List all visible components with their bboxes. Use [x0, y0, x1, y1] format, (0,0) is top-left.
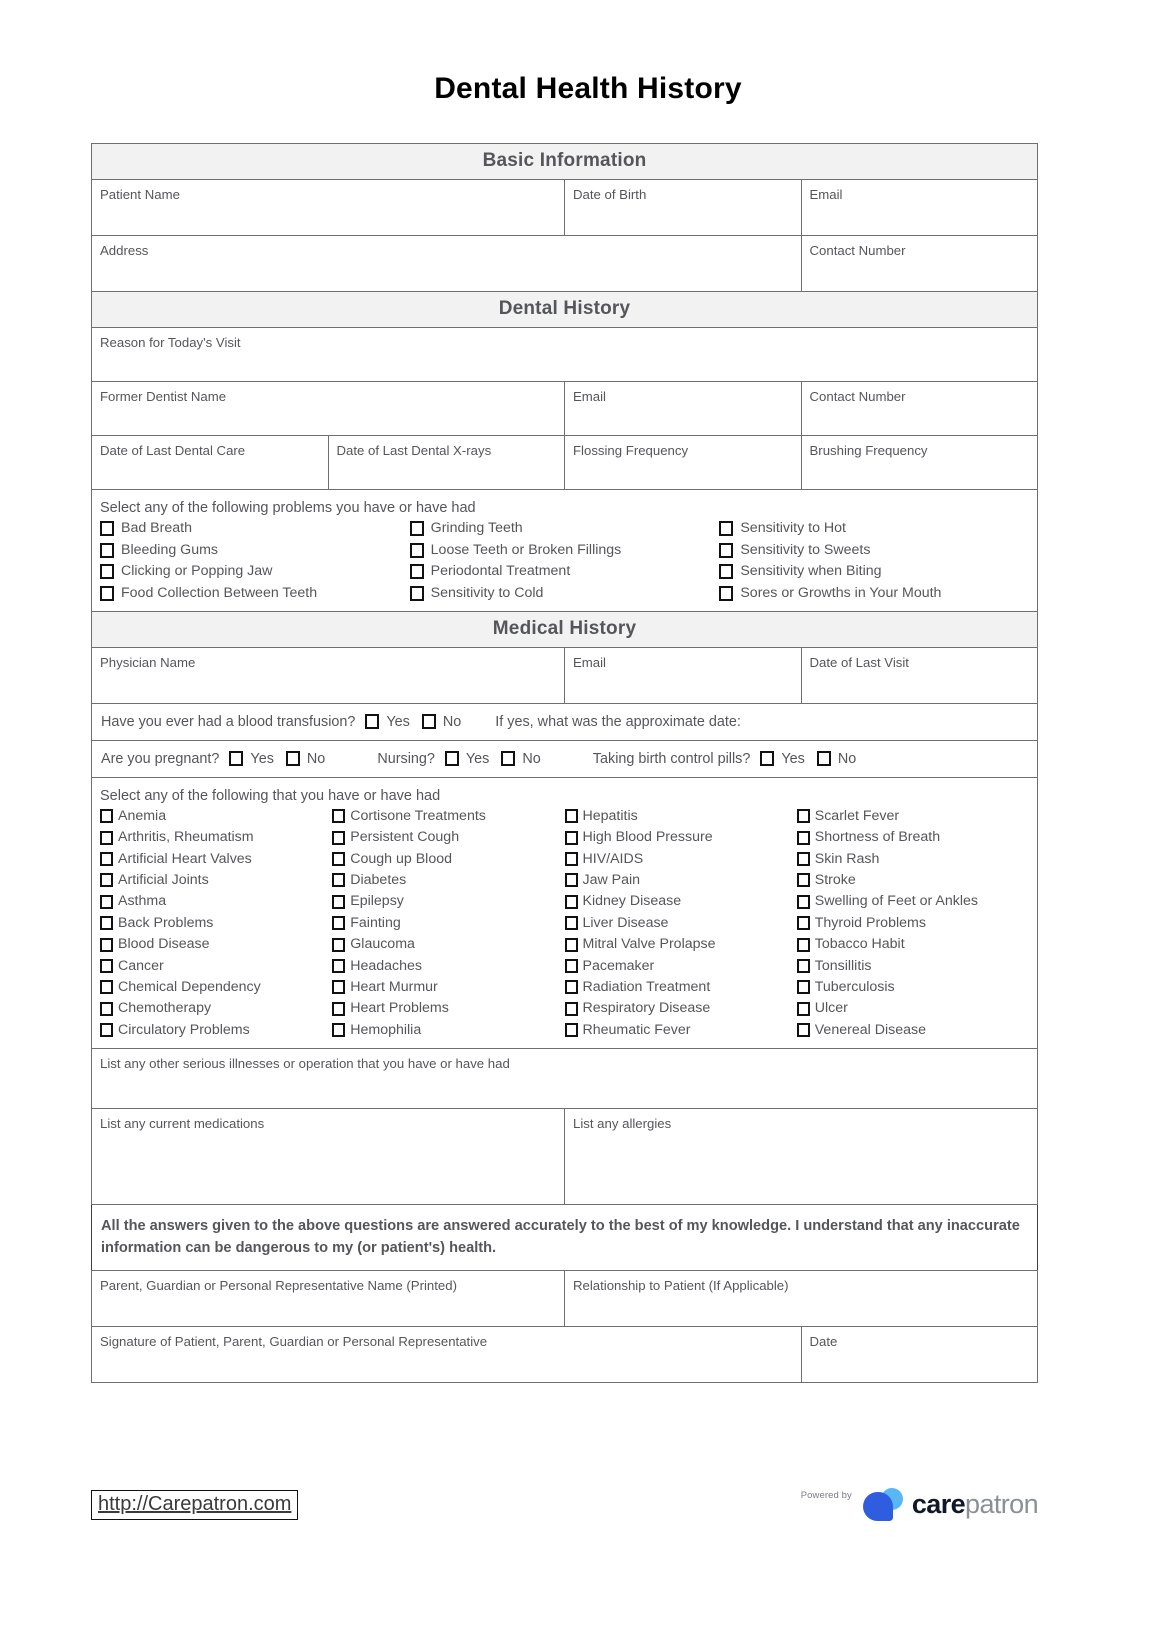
checkbox-label: Radiation Treatment: [582, 979, 711, 995]
dental-problems-cell: [92, 490, 1038, 612]
checkbox-icon[interactable]: [332, 831, 345, 845]
checkbox-option[interactable]: [797, 873, 1029, 888]
checkbox-icon[interactable]: [332, 959, 345, 973]
checkbox-label: Chemotherapy: [118, 1000, 212, 1017]
field-label: Date of Last Dental X-rays: [336, 443, 492, 458]
birth-control-no-option[interactable]: [817, 750, 856, 768]
checkbox-label: Heart Problems: [350, 1000, 449, 1017]
checkbox-option[interactable]: [100, 1001, 332, 1016]
checkbox-label: Bleeding Gums: [121, 541, 218, 558]
checkbox-option[interactable]: [100, 937, 332, 952]
checkbox-label: Cortisone Treatments: [350, 807, 486, 824]
nursing-label: Nursing?: [377, 750, 435, 767]
option-label: Yes: [250, 750, 274, 767]
checkbox-option[interactable]: [100, 543, 410, 558]
checkbox-label: Chemical Dependency: [118, 979, 261, 995]
checkbox-label: Clicking or Popping Jaw: [121, 563, 273, 580]
checkbox-option[interactable]: [797, 1023, 1029, 1038]
option-label: Yes: [465, 750, 490, 767]
checkbox-icon[interactable]: [332, 1002, 345, 1016]
checkbox-icon[interactable]: [565, 1023, 578, 1037]
checkbox-option[interactable]: [100, 959, 332, 974]
checkbox-label: HIV/AIDS: [582, 850, 644, 867]
blood-transfusion-followup: If yes, what was the approximate date:: [495, 713, 741, 730]
checkbox-icon[interactable]: [410, 521, 424, 536]
section-heading-medical: Medical History: [92, 611, 1038, 647]
checkbox-label: Heart Murmur: [350, 979, 438, 995]
checkbox-option[interactable]: [100, 564, 410, 579]
checkbox-icon[interactable]: [100, 831, 113, 845]
checkbox-option[interactable]: [332, 980, 564, 995]
checkbox-option[interactable]: [565, 894, 797, 909]
checkbox-icon[interactable]: [565, 959, 578, 973]
blood-transfusion-row: [92, 703, 1038, 740]
checkbox-label: Pacemaker: [582, 957, 655, 974]
checkbox-icon[interactable]: [797, 959, 810, 973]
checkbox-icon[interactable]: [332, 895, 345, 909]
checkbox-icon[interactable]: [565, 916, 578, 930]
checkbox-option[interactable]: [410, 521, 720, 536]
pregnancy-question-row: [92, 741, 1037, 777]
checkbox-label: Scarlet Fever: [814, 807, 900, 824]
field-label: Contact Number: [809, 243, 906, 258]
section-heading-basic: Basic Information: [92, 144, 1038, 180]
checkbox-option[interactable]: [565, 959, 797, 974]
checkbox-option[interactable]: [719, 564, 1029, 579]
checkbox-column: [100, 809, 332, 1040]
pregnant-yes-option[interactable]: [229, 750, 273, 768]
checkbox-option[interactable]: [565, 1001, 797, 1016]
checkbox-icon[interactable]: [760, 751, 774, 766]
checkbox-option[interactable]: [100, 521, 410, 536]
table-row: [92, 1270, 1038, 1326]
field-contact-number[interactable]: [801, 236, 1038, 292]
blood-transfusion-yes-option[interactable]: [365, 713, 409, 731]
checkbox-icon[interactable]: [100, 852, 113, 866]
checkbox-icon[interactable]: [797, 1023, 810, 1037]
field-former-dentist-email[interactable]: [565, 382, 802, 436]
declaration-text: All the answers given to the above questions are answered accurately to the best of my knowledge. I understand that any inaccurate information can be dangerous to my (or patient's) health.: [101, 1217, 1020, 1257]
field-label: Brushing Frequency: [809, 443, 928, 458]
table-row: [92, 1108, 1038, 1204]
field-label: Email: [573, 389, 606, 404]
section-header-row: [92, 144, 1038, 180]
option-label: Yes: [781, 750, 805, 767]
checkbox-label: Tobacco Habit: [814, 936, 905, 953]
checkbox-option[interactable]: [332, 809, 564, 824]
field-label: Parent, Guardian or Personal Representative Name (Printed): [100, 1277, 457, 1293]
field-allergies[interactable]: [565, 1108, 1038, 1204]
checkbox-icon[interactable]: [100, 564, 114, 579]
checkbox-icon[interactable]: [365, 714, 379, 729]
option-label: No: [442, 713, 462, 730]
option-label: No: [522, 750, 541, 767]
checkbox-option[interactable]: [332, 1001, 564, 1016]
checkbox-label: Cancer: [118, 957, 164, 974]
logo-shape-dark: [863, 1492, 893, 1521]
field-label: Flossing Frequency: [573, 443, 689, 458]
checkbox-icon[interactable]: [100, 873, 113, 887]
checkbox-label: Fainting: [350, 914, 401, 931]
table-row: [92, 328, 1038, 382]
field-label: Address: [100, 243, 149, 258]
checkbox-icon[interactable]: [332, 980, 345, 994]
medical-conditions-intro: Select any of the following that you have or have had: [100, 787, 441, 804]
checkbox-icon[interactable]: [332, 852, 345, 866]
field-label: List any other serious illnesses or operation that you have or have had: [100, 1055, 510, 1071]
checkbox-label: Circulatory Problems: [118, 1021, 250, 1038]
checkbox-label: Asthma: [118, 893, 167, 910]
checkbox-option[interactable]: [332, 916, 564, 931]
checkbox-label: Epilepsy: [350, 893, 404, 910]
checkbox-label: Sensitivity to Cold: [430, 584, 544, 601]
checkbox-icon[interactable]: [286, 751, 300, 766]
field-other-illnesses[interactable]: [92, 1048, 1038, 1108]
blood-transfusion-label: Have you ever had a blood transfusion?: [101, 713, 356, 730]
pregnancy-row: [92, 740, 1038, 777]
checkbox-option[interactable]: [797, 959, 1029, 974]
checkbox-option[interactable]: [332, 1023, 564, 1038]
medical-conditions-grid: [92, 809, 1037, 1048]
dental-problems-grid: [92, 521, 1037, 611]
checkbox-label: Stroke: [814, 871, 856, 888]
table-row: [92, 490, 1038, 612]
table-row: [92, 180, 1038, 236]
field-physician-name[interactable]: [92, 647, 565, 703]
table-row: [92, 1204, 1038, 1270]
checkbox-option[interactable]: [410, 586, 720, 601]
basic-information-table: [91, 143, 1038, 1383]
field-former-dentist-contact[interactable]: [801, 382, 1038, 436]
checkbox-icon[interactable]: [817, 751, 831, 766]
checkbox-column: [719, 521, 1029, 603]
checkbox-option[interactable]: [332, 852, 564, 867]
checkbox-icon[interactable]: [410, 564, 424, 579]
field-label: Patient Name: [100, 187, 180, 202]
table-row: [92, 382, 1038, 436]
checkbox-icon[interactable]: [719, 586, 733, 601]
checkbox-option[interactable]: [332, 830, 564, 845]
table-row: [92, 1326, 1038, 1382]
checkbox-option[interactable]: [565, 937, 797, 952]
wordmark-light: patron: [965, 1489, 1038, 1519]
field-label: Date of Birth: [573, 187, 647, 202]
checkbox-icon[interactable]: [565, 809, 578, 823]
birth-control-label: Taking birth control pills?: [592, 750, 751, 767]
carepatron-url-link[interactable]: http://Carepatron.com: [91, 1490, 298, 1520]
checkbox-label: Artificial Joints: [118, 871, 209, 888]
checkbox-option[interactable]: [719, 586, 1029, 601]
medical-conditions-cell: [92, 777, 1038, 1048]
checkbox-label: Persistent Cough: [350, 829, 460, 846]
checkbox-label: Ulcer: [814, 1000, 848, 1017]
powered-by-label: Powered by: [800, 1490, 852, 1501]
checkbox-option[interactable]: [100, 586, 410, 601]
table-row: [92, 1048, 1038, 1108]
field-signature[interactable]: [92, 1326, 802, 1382]
checkbox-icon[interactable]: [565, 938, 578, 952]
checkbox-option[interactable]: [797, 852, 1029, 867]
nursing-no-option[interactable]: [501, 750, 540, 768]
checkbox-option[interactable]: [332, 959, 564, 974]
checkbox-icon[interactable]: [100, 543, 114, 558]
field-address[interactable]: [92, 236, 802, 292]
checkbox-label: Headaches: [350, 957, 423, 974]
checkbox-option[interactable]: [100, 852, 332, 867]
checkbox-icon[interactable]: [797, 852, 810, 866]
checkbox-option[interactable]: [797, 980, 1029, 995]
pregnant-no-option[interactable]: [286, 750, 325, 768]
checkbox-option[interactable]: [797, 1001, 1029, 1016]
field-label: List any current medications: [100, 1115, 265, 1131]
checkbox-icon[interactable]: [565, 873, 578, 887]
field-patient-name[interactable]: [92, 180, 565, 236]
checkbox-icon[interactable]: [719, 543, 733, 558]
checkbox-label: Sores or Growths in Your Mouth: [740, 584, 942, 601]
checkbox-label: Glaucoma: [350, 936, 415, 953]
checkbox-label: Hemophilia: [350, 1021, 422, 1038]
field-label: List any allergies: [573, 1115, 672, 1131]
field-label: Relationship to Patient (If Applicable): [573, 1277, 789, 1293]
table-row: [92, 236, 1038, 292]
checkbox-icon[interactable]: [332, 916, 345, 930]
checkbox-icon[interactable]: [797, 916, 810, 930]
field-label: Date: [809, 1333, 838, 1349]
checkbox-option[interactable]: [797, 937, 1029, 952]
checkbox-icon[interactable]: [332, 1023, 345, 1037]
blood-transfusion-question-row: [92, 704, 1037, 740]
field-email[interactable]: [801, 180, 1038, 236]
table-row: [92, 703, 1038, 740]
checkbox-label: Hepatitis: [582, 807, 638, 824]
form-body: [91, 143, 1038, 1383]
field-reason-for-visit[interactable]: [92, 328, 1038, 382]
field-label: Reason for Today's Visit: [100, 335, 241, 350]
section-heading-dental: Dental History: [92, 292, 1038, 328]
checkbox-icon[interactable]: [797, 873, 810, 887]
checkbox-option[interactable]: [410, 564, 720, 579]
checkbox-label: Arthritis, Rheumatism: [118, 829, 254, 846]
checkbox-option[interactable]: [410, 543, 720, 558]
checkbox-option[interactable]: [719, 543, 1029, 558]
checkbox-option[interactable]: [797, 809, 1029, 824]
checkbox-icon[interactable]: [797, 831, 810, 845]
checkbox-label: High Blood Pressure: [582, 829, 713, 846]
checkbox-icon[interactable]: [501, 751, 515, 766]
checkbox-icon[interactable]: [100, 1002, 113, 1016]
option-label: Yes: [386, 713, 410, 730]
checkbox-icon[interactable]: [797, 938, 810, 952]
checkbox-label: Liver Disease: [582, 914, 669, 931]
checkbox-label: Food Collection Between Teeth: [121, 584, 318, 601]
option-label: No: [837, 750, 857, 767]
page-title: Dental Health History: [434, 72, 742, 105]
checkbox-label: Sensitivity to Hot: [740, 520, 847, 537]
checkbox-label: Periodontal Treatment: [430, 563, 571, 580]
checkbox-option[interactable]: [100, 809, 332, 824]
field-label: Former Dentist Name: [100, 389, 227, 404]
checkbox-icon[interactable]: [422, 714, 436, 729]
checkbox-icon[interactable]: [797, 1002, 810, 1016]
checkbox-option[interactable]: [100, 1023, 332, 1038]
checkbox-option[interactable]: [797, 916, 1029, 931]
checkbox-label: Back Problems: [118, 914, 214, 931]
checkbox-icon[interactable]: [100, 586, 114, 601]
checkbox-column: [332, 809, 564, 1040]
section-header-row: [92, 292, 1038, 328]
checkbox-option[interactable]: [332, 937, 564, 952]
nursing-yes-option[interactable]: [445, 750, 489, 768]
field-last-dental-xrays[interactable]: [328, 436, 565, 490]
table-row: [92, 436, 1038, 490]
carepatron-branding: [801, 1488, 1038, 1521]
field-physician-email[interactable]: [565, 647, 802, 703]
checkbox-icon[interactable]: [100, 1023, 113, 1037]
table-row: [92, 777, 1038, 1048]
checkbox-icon[interactable]: [100, 916, 113, 930]
birth-control-yes-option[interactable]: [760, 750, 804, 768]
field-label: Date of Last Visit: [809, 654, 909, 670]
checkbox-icon[interactable]: [445, 751, 459, 766]
page-footer: [91, 1488, 1038, 1521]
checkbox-icon[interactable]: [719, 521, 733, 536]
field-label: Signature of Patient, Parent, Guardian or Personal Representative: [100, 1333, 488, 1349]
checkbox-option[interactable]: [100, 980, 332, 995]
checkbox-option[interactable]: [332, 873, 564, 888]
checkbox-label: Shortness of Breath: [814, 829, 941, 846]
checkbox-option[interactable]: [797, 894, 1029, 909]
checkbox-icon[interactable]: [229, 751, 243, 766]
checkbox-option[interactable]: [332, 894, 564, 909]
field-label: Contact Number: [809, 389, 906, 404]
field-date-of-birth[interactable]: [565, 180, 802, 236]
field-brushing-frequency[interactable]: [801, 436, 1038, 490]
checkbox-icon[interactable]: [565, 831, 578, 845]
checkbox-option[interactable]: [100, 830, 332, 845]
blood-transfusion-no-option[interactable]: [422, 713, 461, 731]
checkbox-icon[interactable]: [100, 809, 113, 823]
checkbox-option[interactable]: [565, 873, 797, 888]
checkbox-label: Jaw Pain: [582, 871, 641, 888]
checkbox-icon[interactable]: [100, 980, 113, 994]
field-label: Email: [573, 654, 606, 670]
checkbox-column: [100, 521, 410, 603]
field-label: Physician Name: [100, 654, 196, 670]
checkbox-label: Cough up Blood: [350, 850, 453, 867]
checkbox-label: Tonsillitis: [814, 957, 872, 974]
checkbox-option[interactable]: [565, 830, 797, 845]
checkbox-icon[interactable]: [565, 895, 578, 909]
checkbox-option[interactable]: [719, 521, 1029, 536]
checkbox-icon[interactable]: [565, 980, 578, 994]
checkbox-icon[interactable]: [797, 980, 810, 994]
checkbox-icon[interactable]: [565, 852, 578, 866]
checkbox-label: Swelling of Feet or Ankles: [814, 893, 978, 910]
field-date-of-last-visit[interactable]: [801, 647, 1038, 703]
checkbox-label: Sensitivity to Sweets: [740, 541, 871, 558]
checkbox-label: Mitral Valve Prolapse: [582, 936, 716, 953]
option-label: No: [306, 750, 326, 767]
checkbox-label: Tuberculosis: [814, 979, 895, 995]
checkbox-label: Artificial Heart Valves: [118, 850, 252, 867]
pregnant-label: Are you pregnant?: [101, 750, 220, 767]
field-signature-date[interactable]: [801, 1326, 1038, 1382]
checkbox-icon[interactable]: [565, 1002, 578, 1016]
checkbox-icon[interactable]: [332, 938, 345, 952]
field-label: Date of Last Dental Care: [100, 443, 246, 458]
checkbox-label: Grinding Teeth: [430, 520, 523, 537]
checkbox-icon[interactable]: [410, 543, 424, 558]
checkbox-label: Sensitivity when Biting: [740, 563, 882, 580]
checkbox-label: Blood Disease: [118, 936, 210, 953]
checkbox-option[interactable]: [797, 830, 1029, 845]
checkbox-option[interactable]: [100, 873, 332, 888]
checkbox-icon[interactable]: [100, 895, 113, 909]
field-flossing-frequency[interactable]: [565, 436, 802, 490]
field-current-medications[interactable]: [92, 1108, 565, 1204]
checkbox-label: Respiratory Disease: [582, 1000, 711, 1017]
table-row: [92, 647, 1038, 703]
checkbox-label: Rheumatic Fever: [582, 1021, 691, 1038]
checkbox-option[interactable]: [100, 916, 332, 931]
carepatron-logo-icon: [863, 1488, 903, 1521]
checkbox-label: Diabetes: [350, 871, 407, 888]
checkbox-option[interactable]: [565, 916, 797, 931]
checkbox-option[interactable]: [565, 809, 797, 824]
section-header-row: [92, 611, 1038, 647]
checkbox-icon[interactable]: [410, 586, 424, 601]
checkbox-icon[interactable]: [797, 895, 810, 909]
checkbox-column: [410, 521, 720, 603]
checkbox-label: Bad Breath: [121, 520, 192, 537]
checkbox-option[interactable]: [565, 980, 797, 995]
checkbox-option[interactable]: [100, 894, 332, 909]
field-last-dental-care[interactable]: [92, 436, 329, 490]
carepatron-wordmark: [912, 1491, 1038, 1518]
table-row: [92, 740, 1038, 777]
checkbox-option[interactable]: [565, 852, 797, 867]
checkbox-label: Kidney Disease: [582, 893, 682, 910]
checkbox-icon[interactable]: [719, 564, 733, 579]
field-relationship-to-patient[interactable]: [565, 1270, 1038, 1326]
checkbox-label: Loose Teeth or Broken Fillings: [430, 541, 622, 558]
checkbox-icon[interactable]: [797, 809, 810, 823]
checkbox-column: [565, 809, 797, 1040]
checkbox-icon[interactable]: [332, 873, 345, 887]
checkbox-icon[interactable]: [100, 521, 114, 536]
field-representative-name[interactable]: [92, 1270, 565, 1326]
field-former-dentist-name[interactable]: [92, 382, 565, 436]
checkbox-label: Anemia: [118, 807, 167, 824]
wordmark-bold: care: [911, 1489, 966, 1519]
field-label: Email: [809, 187, 843, 202]
checkbox-icon[interactable]: [100, 938, 113, 952]
checkbox-option[interactable]: [565, 1023, 797, 1038]
checkbox-label: Venereal Disease: [814, 1021, 926, 1038]
checkbox-label: Thyroid Problems: [814, 914, 926, 931]
checkbox-icon[interactable]: [332, 809, 345, 823]
checkbox-label: Skin Rash: [814, 850, 880, 867]
dental-problems-intro: Select any of the following problems you have or have had: [100, 500, 476, 516]
checkbox-icon[interactable]: [100, 959, 113, 973]
checkbox-column: [797, 809, 1029, 1040]
